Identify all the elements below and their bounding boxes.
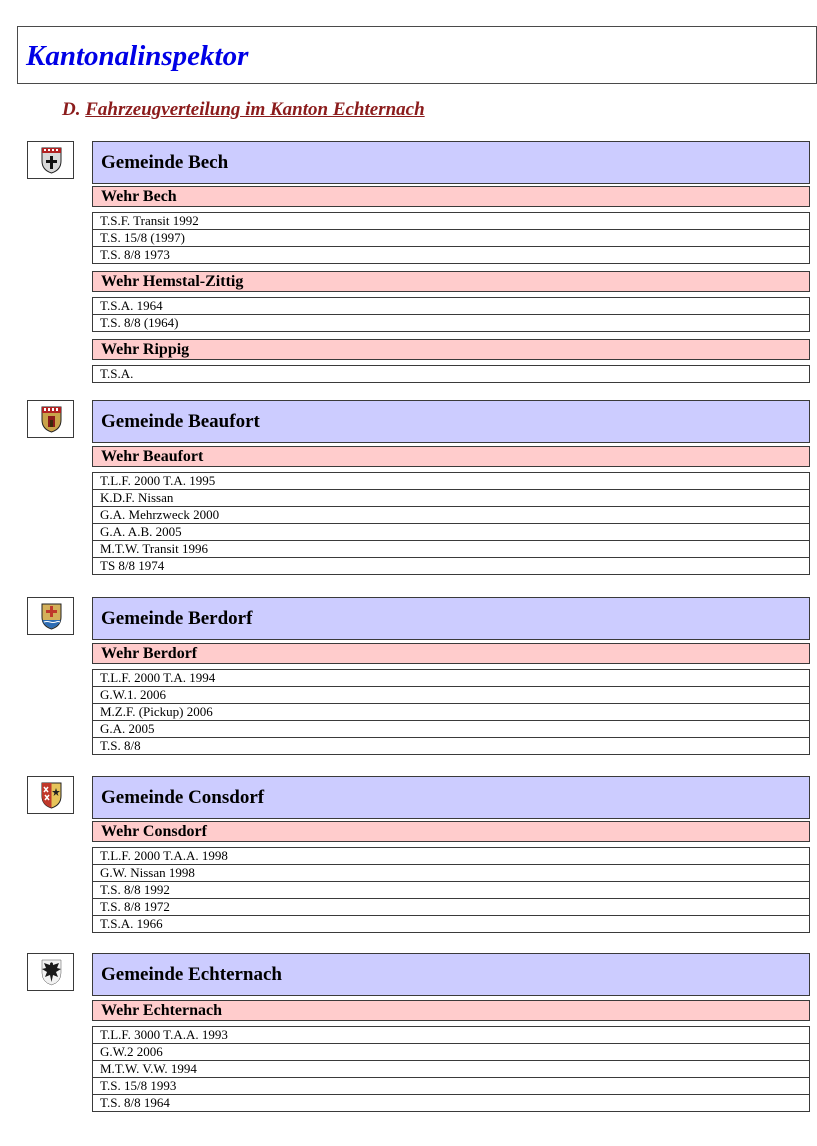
vehicle-row: M.Z.F. (Pickup) 2006 xyxy=(92,703,810,721)
vehicle-row: K.D.F. Nissan xyxy=(92,489,810,507)
wehr-header: Wehr Berdorf xyxy=(92,643,810,664)
vehicle-row: G.W. Nissan 1998 xyxy=(92,864,810,882)
gemeinde-name: Gemeinde Beaufort xyxy=(92,400,810,443)
vehicle-row: M.T.W. V.W. 1994 xyxy=(92,1060,810,1078)
vehicle-row: T.S.A. xyxy=(92,365,810,383)
vehicle-row: T.S. 15/8 (1997) xyxy=(92,229,810,247)
vehicle-row: T.L.F. 2000 T.A.A. 1998 xyxy=(92,847,810,865)
vehicle-row: T.S.A. 1964 xyxy=(92,297,810,315)
wehr-header: Wehr Hemstal-Zittig xyxy=(92,271,810,292)
vehicle-row: T.S. 8/8 (1964) xyxy=(92,314,810,332)
crest-frame xyxy=(27,776,74,814)
vehicle-row: G.A. 2005 xyxy=(92,720,810,738)
wehr-header: Wehr Rippig xyxy=(92,339,810,360)
crest-frame xyxy=(27,953,74,991)
vehicle-row: G.W.2 2006 xyxy=(92,1043,810,1061)
crest-frame xyxy=(27,141,74,179)
vehicle-row: TS 8/8 1974 xyxy=(92,557,810,575)
gemeinde-name: Gemeinde Berdorf xyxy=(92,597,810,640)
vehicle-row: T.L.F. 3000 T.A.A. 1993 xyxy=(92,1026,810,1044)
vehicle-row: T.S.F. Transit 1992 xyxy=(92,212,810,230)
consdorf-crest-icon xyxy=(41,782,62,809)
echternach-crest-icon xyxy=(41,959,62,986)
vehicle-row: T.L.F. 2000 T.A. 1994 xyxy=(92,669,810,687)
vehicle-row: T.S. 8/8 1973 xyxy=(92,246,810,264)
vehicle-row: T.S.A. 1966 xyxy=(92,915,810,933)
vehicle-row: T.L.F. 2000 T.A. 1995 xyxy=(92,472,810,490)
vehicle-row: G.A. Mehrzweck 2000 xyxy=(92,506,810,524)
vehicle-row: T.S. 8/8 xyxy=(92,737,810,755)
section-link[interactable]: Fahrzeugverteilung im Kanton Echternach xyxy=(85,99,425,120)
berdorf-crest-icon xyxy=(41,603,62,630)
vehicle-row: G.A. A.B. 2005 xyxy=(92,523,810,541)
wehr-header: Wehr Consdorf xyxy=(92,821,810,842)
gemeinde-name: Gemeinde Echternach xyxy=(92,953,810,996)
page-title: Kantonalinspektor xyxy=(26,40,249,72)
vehicle-row: T.S. 8/8 1992 xyxy=(92,881,810,899)
bech-crest-icon xyxy=(41,147,62,174)
vehicle-row: T.S. 8/8 1964 xyxy=(92,1094,810,1112)
vehicle-row: T.S. 8/8 1972 xyxy=(92,898,810,916)
wehr-header: Wehr Bech xyxy=(92,186,810,207)
gemeinde-name: Gemeinde Bech xyxy=(92,141,810,184)
section-heading xyxy=(62,99,425,121)
section-number: D. xyxy=(62,99,81,120)
crest-frame xyxy=(27,597,74,635)
crest-frame xyxy=(27,400,74,438)
beaufort-crest-icon xyxy=(41,406,62,433)
header-box xyxy=(17,26,817,84)
vehicle-row: T.S. 15/8 1993 xyxy=(92,1077,810,1095)
vehicle-row: G.W.1. 2006 xyxy=(92,686,810,704)
gemeinde-name: Gemeinde Consdorf xyxy=(92,776,810,819)
wehr-header: Wehr Beaufort xyxy=(92,446,810,467)
vehicle-row: M.T.W. Transit 1996 xyxy=(92,540,810,558)
wehr-header: Wehr Echternach xyxy=(92,1000,810,1021)
